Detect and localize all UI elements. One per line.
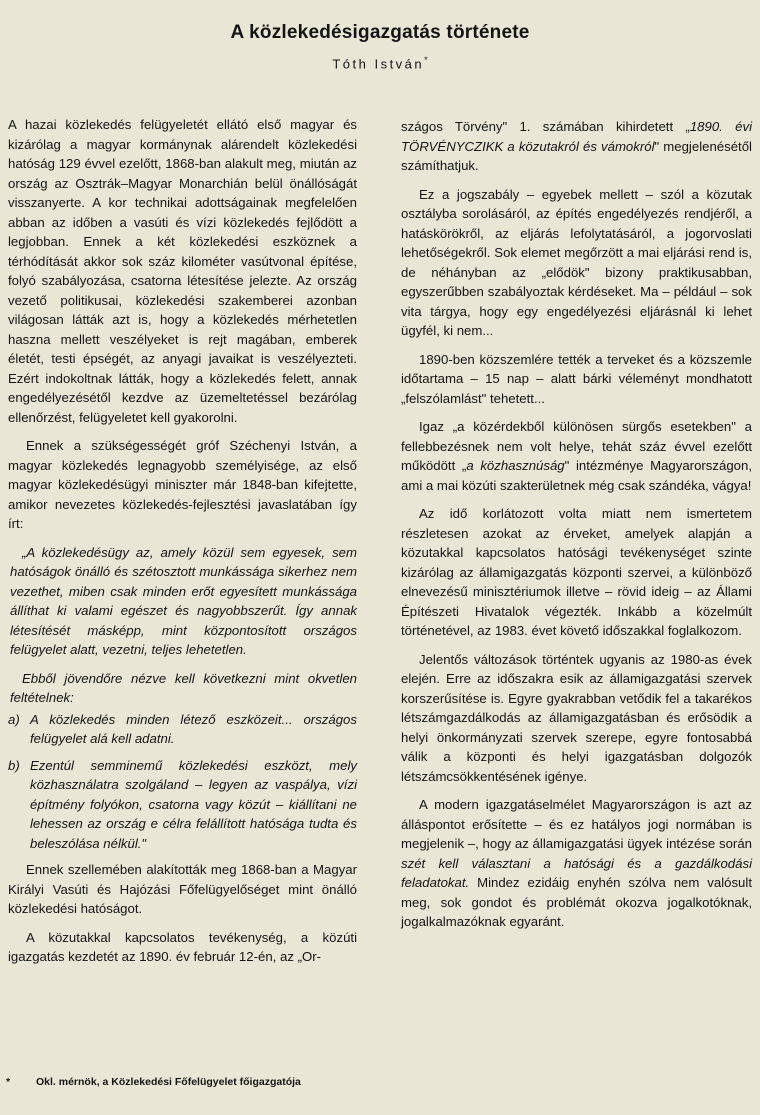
footnote-text: Okl. mérnök, a Közlekedési Főfelügyelet főigazgatója (36, 1076, 301, 1088)
list-item-text: Ezentúl semminemű közlekedési eszközt, mely közhasználatra szolgáland – legyen az vaspálya, vízi építmény folyókon, csatorna vagy közút – kiállítani ne lehessen az ország e célra felállított hatósága tudta és beleszólása nélkül." (30, 757, 357, 851)
paragraph (401, 417, 752, 495)
paragraph: Az idő korlátozott volta miatt nem ismertetem részletesen azokat az érveket, amelyek alapján a közutakkal kapcsolatos hatósági tevékenységet szinte kizárólag az államigazgatás központi szervei, a különböző elnevezésű minisztériumok illetve – rövid ideig – az Állami Építészeti Hivatalok végezték. Inkább a közelmúlt történetével, az 1983. évet követő időszakkal foglalkozom. (401, 506, 752, 638)
italic-text-run: a közhasznúság (466, 458, 565, 473)
italic-text-run: 1890. évi TÖRVÉNYCZIKK a közutakról és vámokról (401, 119, 752, 154)
list-marker: b) (8, 757, 20, 773)
footnote (6, 1076, 406, 1088)
paragraph: A hazai közlekedés felügyeletét ellátó első magyar és kizárólag a magyar kormánynak alárendelt közlekedési hatóság 129 évvel ezelőtt, 1868-ban alakult meg, miután az ország az Osztrák–Magyar Monarchián belül önállóságát visszanyerte. A kor technikai adottságainak megfelelően abban az időben a vasúti és vízi közlekedés fejlődött a legjobban. Ennek a két közlekedési eszköznek a térhódítását akkor sok száz kilométer vasútvonal építése, folyó szabályozása, csatorna létesítése jelezte. Az ország vezető politikusai, közlekedési szakemberei azonban világosan látták azt is, hogy a közlekedés mérhetetlen haszna mellett veszélyeket is rejt magában, emberek életét, testi épségét, az anyagi javaikat is veszélyezteti. Ezért indokoltnak látták, hogy a közlekedés felett, annak engedélyezésétől kezdve az üzemeltetéssel bezárólag ellenőrzést, felügyeletet kell gyakorolni. (8, 117, 357, 425)
list-item-text: A közlekedés minden létező eszközeit... országos felügyelet alá kell adatni. (30, 711, 357, 746)
quote-paragraph: Ebből jövendőre nézve kell következni mint okvetlen feltételnek: (10, 670, 357, 705)
author-name: Tóth István (332, 56, 425, 72)
list-item (8, 756, 357, 854)
text-run: " intézménye Magyarországon, ami a mai közúti szakterületnek még csak szándéka, vágya! (401, 458, 752, 493)
article-author (0, 55, 760, 71)
paragraph (401, 117, 752, 176)
text-run: Igaz „a közérdekből különösen sürgős esetekben" a fellebbezésnek nem volt helye, tehát száz évvel ezelőtt működött „ (401, 419, 752, 473)
author-footnote-mark: * (424, 55, 428, 65)
text-run: Mindez ezidáig enyhén szólva nem valósult meg, sok gondot és problémát okozva jogalkotóknak, jogalkalmazóknak egyaránt. (401, 875, 752, 929)
article-title: A közlekedésigazgatás története (230, 22, 530, 43)
quote-paragraph: „A közlekedésügy az, amely közül sem egyesek, sem hatóságok önálló és szétosztott munkássága sikerhez nem vezethet, miben csak minden erőt egyesített munkássága állíthat ki valami egészet és nagyobbszerűt. Így annak létesítését másképp, mint központosított országos felügyelet alatt, vezetni, teljes lehetetlen. (10, 544, 357, 657)
paragraph: 1890-ben közszemlére tették a terveket és a közszemle időtartama – 15 nap – alatt bárki véleményt mondhatott „felszólamlást" tehetett... (401, 351, 752, 406)
paragraph: Ennek a szükségességét gróf Széchenyi István, a magyar közlekedés legnagyobb személyisége, az első magyar közlekedésügyi miniszter már 1848-ban kifejtette, amikor nevezetes közlekedés-fejlesztési javaslatában így írt: (8, 438, 357, 531)
italic-text-run: szét kell választani a hatósági és a gazdálkodási feladatokat. (401, 855, 752, 890)
text-run: " megjelenésétől számíthatjuk. (401, 138, 752, 173)
text-run: szágos Törvény" 1. számában kihirdetett „ (401, 119, 690, 134)
right-column (401, 117, 752, 941)
paragraph: A közutakkal kapcsolatos tevékenység, a közúti igazgatás kezdetét az 1890. év február 12-én, az „Or- (8, 929, 357, 964)
text-run: A modern igazgatáselmélet Magyarországon is azt az álláspontot erősítette – és ez hatályos jogi normában is megjelenik –, hogy az államigazgatási ügyek intézése során (401, 797, 752, 851)
paragraph: Jelentős változások történtek ugyanis az 1980-as évek elején. Erre az időszakra esik az államigazgatási szervek korszerűsítése is. Egyre gyakrabban vetődik fel a takarékos létszámgazdálkodás az államigazgatásban és erősödik a helyi önkormányzati szervek szerepe, egyre fontosabbá válik a központi és helyi igazgatásban dolgozók létszámcsökkentésének igénye. (401, 651, 752, 784)
paragraph: Ez a jogszabály – egyebek mellett – szól a közutak osztályba sorolásáról, az építés engedélyezés rendjéről, a hatáskörökről, az eljárás lefolytatásáról, a jogorvoslati lehetőségekről. Sok elemet megőrzött a mai eljárási rend is, de néhányban az „elődök" bizony praktikusabban, egyszerűbben szabályoztak kérdéseket. Ma – például – sok vita tárgya, hogy egy engedélyezési eljárásnál ki lehet ügyfél, ki nem... (401, 186, 752, 338)
left-column (8, 115, 357, 976)
list-marker: a) (8, 711, 20, 727)
list-item (8, 710, 357, 749)
footnote-marker: * (6, 1076, 11, 1088)
paragraph: Ennek szellemében alakították meg 1868-ban a Magyar Királyi Vasúti és Hajózási Főfelügyelőséget mint önálló közlekedési hatóságot. (8, 862, 357, 916)
paragraph (401, 795, 752, 932)
